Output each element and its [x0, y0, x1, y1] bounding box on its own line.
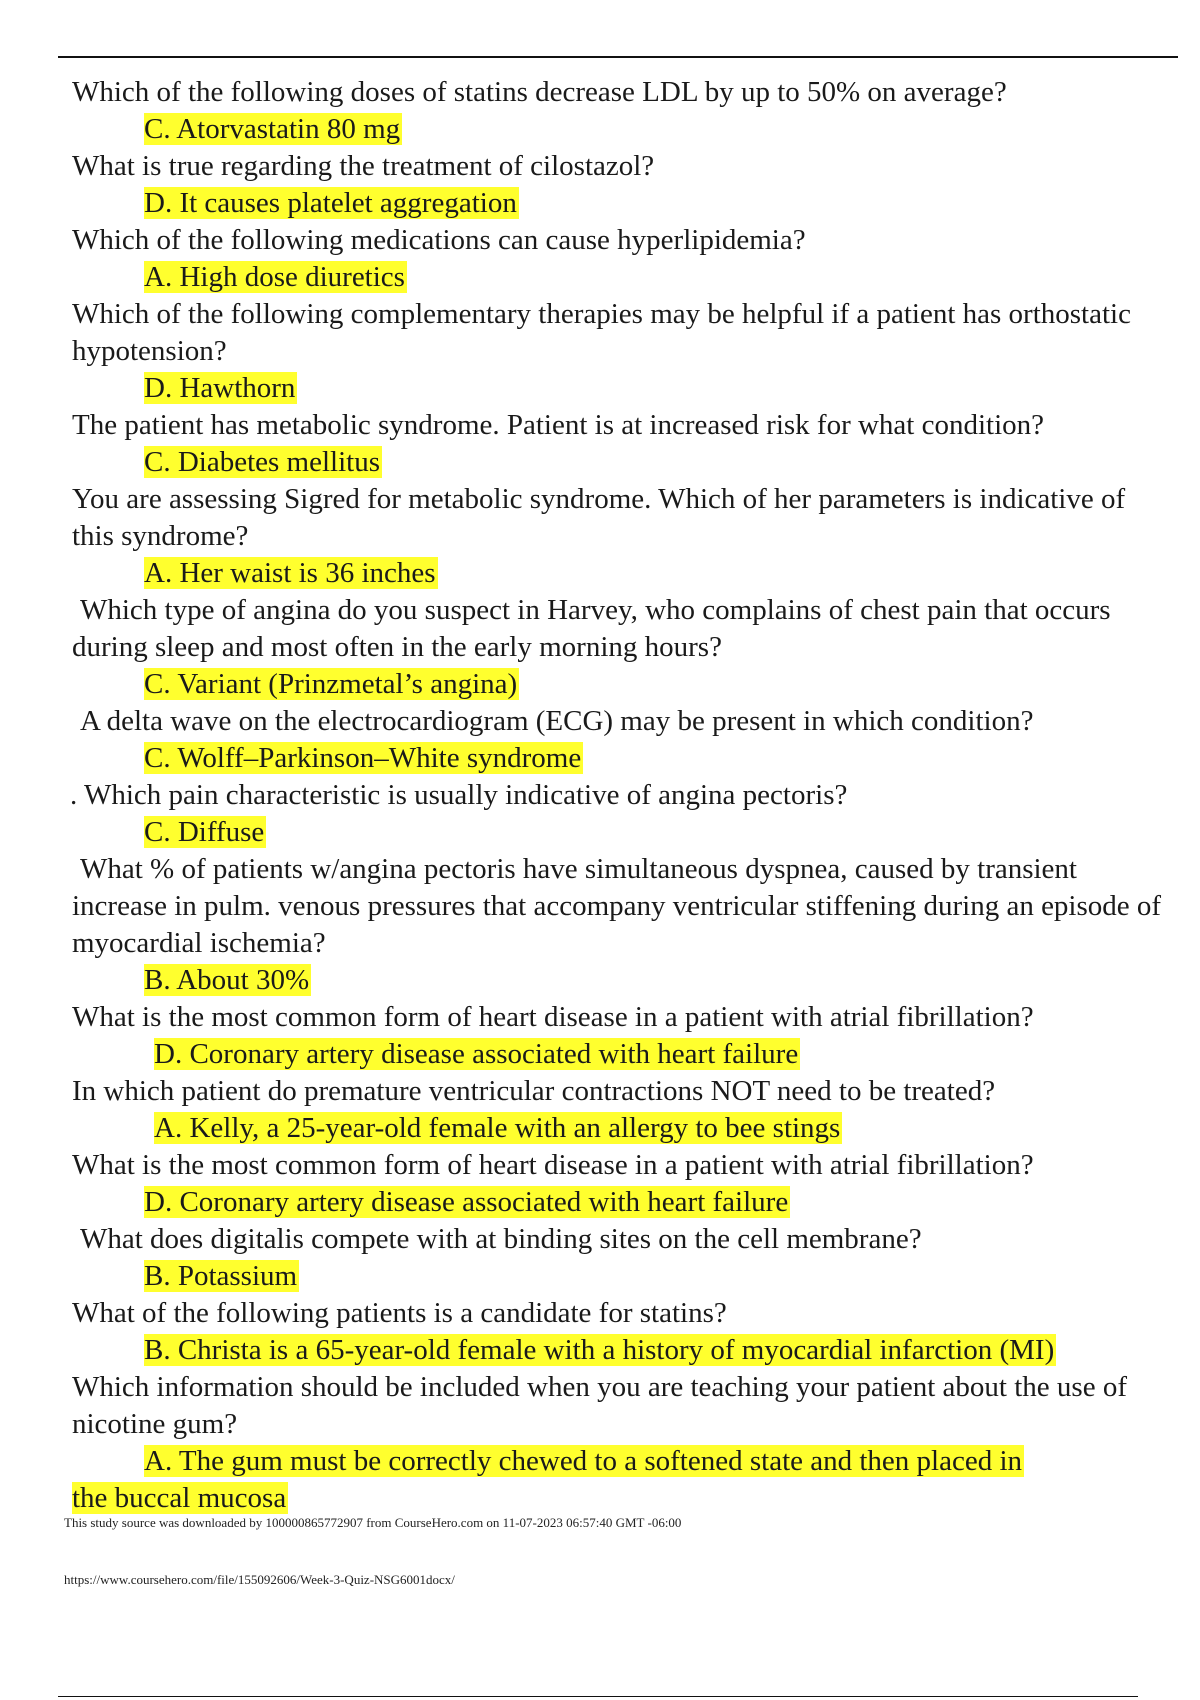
- answer-text: A. Her waist is 36 inches: [144, 557, 436, 589]
- answer-text: D. Coronary artery disease associated with heart failure: [144, 1186, 789, 1218]
- answer-text: C. Diffuse: [144, 816, 265, 848]
- question-text: Which of the following doses of statins decrease LDL by up to 50% on average?: [72, 76, 1007, 108]
- answer-text: D. It causes platelet aggregation: [144, 187, 517, 219]
- question-text: You are assessing Sigred for metabolic syndrome. Which of her parameters is indicative of this syndrome?: [72, 483, 1126, 552]
- qa-item: [72, 1369, 1172, 1517]
- question-text: A delta wave on the electrocardiogram (ECG) may be present in which condition?: [80, 705, 1034, 737]
- qa-item: [72, 999, 1172, 1073]
- answer-line: [72, 1332, 1172, 1369]
- answer-text: D. Hawthorn: [144, 372, 296, 404]
- question-text: What is true regarding the treatment of cilostazol?: [72, 150, 655, 182]
- qa-item: [72, 777, 1172, 851]
- qa-item: [72, 1295, 1172, 1369]
- answer-text: C. Variant (Prinzmetal’s angina): [144, 668, 518, 700]
- answer-text: C. Atorvastatin 80 mg: [144, 113, 401, 145]
- question-text: In which patient do premature ventricular contractions NOT need to be treated?: [72, 1075, 996, 1107]
- answer-line: [72, 1036, 1172, 1073]
- answer-text: B. Christa is a 65-year-old female with a history of myocardial infarction (MI): [144, 1334, 1055, 1366]
- qa-item: [72, 851, 1172, 999]
- question-text: What of the following patients is a candidate for statins?: [72, 1297, 727, 1329]
- answer-line: [72, 185, 1172, 222]
- qa-item: [72, 1073, 1172, 1147]
- answer-text: B. Potassium: [144, 1260, 298, 1292]
- qa-item: [72, 74, 1172, 148]
- qa-item: [72, 222, 1172, 296]
- answer-text: A. High dose diuretics: [144, 261, 405, 293]
- answer-line: [72, 370, 1172, 407]
- answer-line: [72, 1258, 1172, 1295]
- answer-text: C. Diabetes mellitus: [144, 446, 380, 478]
- bottom-rule: [58, 1696, 1138, 1697]
- question-text: What does digitalis compete with at binding sites on the cell membrane?: [80, 1223, 922, 1255]
- answer-text: B. About 30%: [144, 964, 310, 996]
- question-text: Which type of angina do you suspect in Harvey, who complains of chest pain that occurs during sleep and most often in the early morning hours?: [72, 594, 1111, 663]
- answer-line: [72, 666, 1172, 703]
- answer-line: [72, 111, 1172, 148]
- qa-item: [72, 296, 1172, 407]
- answer-line: [72, 1110, 1172, 1147]
- answer-line: [72, 1184, 1172, 1221]
- answer-text: D. Coronary artery disease associated with heart failure: [154, 1038, 799, 1070]
- answer-line: [72, 259, 1172, 296]
- question-text: . Which pain characteristic is usually indicative of angina pectoris?: [70, 779, 848, 811]
- answer-text-continued: the buccal mucosa: [72, 1482, 287, 1514]
- answer-text: A. The gum must be correctly chewed to a softened state and then placed in: [144, 1445, 1023, 1477]
- qa-item: [72, 148, 1172, 222]
- answer-text: A. Kelly, a 25-year-old female with an allergy to bee stings: [154, 1112, 841, 1144]
- answer-line: [72, 555, 1172, 592]
- qa-item: [72, 481, 1172, 592]
- qa-item: [72, 703, 1172, 777]
- qa-item: [72, 592, 1172, 703]
- question-text: The patient has metabolic syndrome. Patient is at increased risk for what condition?: [72, 409, 1045, 441]
- qa-item: [72, 1147, 1172, 1221]
- question-text: What is the most common form of heart disease in a patient with atrial fibrillation?: [72, 1001, 1034, 1033]
- download-source-notice: This study source was downloaded by 100000865772907 from CourseHero.com on 11-07-2023 06:57:40 GMT -06:00: [64, 1515, 682, 1530]
- answer-line-continued: [72, 1480, 1172, 1517]
- answer-text: C. Wolff–Parkinson–White syndrome: [144, 742, 582, 774]
- answer-line: [72, 740, 1172, 777]
- qa-item: [72, 1221, 1172, 1295]
- answer-line: [72, 1443, 1172, 1480]
- top-rule: [58, 56, 1178, 58]
- question-text: What % of patients w/angina pectoris have simultaneous dyspnea, caused by transient increase in pulm. venous pressures that accompany ventricular stiffening during an episode of myocardial ischemia?: [72, 853, 1162, 959]
- question-text: What is the most common form of heart disease in a patient with atrial fibrillation?: [72, 1149, 1034, 1181]
- source-url: https://www.coursehero.com/file/155092606/Week-3-Quiz-NSG6001docx/: [64, 1572, 455, 1587]
- question-text: Which information should be included when you are teaching your patient about the use of nicotine gum?: [72, 1371, 1127, 1440]
- answer-line: [72, 444, 1172, 481]
- qa-item: [72, 407, 1172, 481]
- question-text: Which of the following complementary therapies may be helpful if a patient has orthostatic hypotension?: [72, 298, 1131, 367]
- question-text: Which of the following medications can cause hyperlipidemia?: [72, 224, 806, 256]
- quiz-content: [72, 74, 1172, 1517]
- answer-line: [72, 814, 1172, 851]
- answer-line: [72, 962, 1172, 999]
